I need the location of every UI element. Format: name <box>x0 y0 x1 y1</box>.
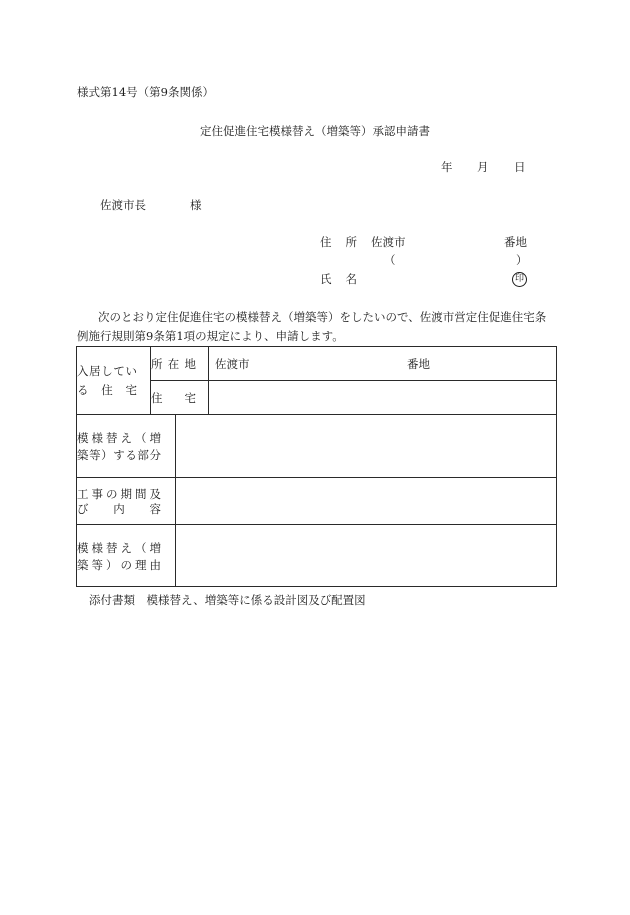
residence-label-cell <box>77 347 151 415</box>
body-text-line-2: 例施行規則第9条第1項の規定により、申請します。 <box>77 329 344 343</box>
remodel-part-label-line-2: 築等）する部分 <box>77 448 162 462</box>
residence-label-line-1: 入居してい <box>77 363 138 378</box>
residence-label-line-2: る住宅 <box>77 382 150 397</box>
date-year-label: 年 <box>441 160 453 174</box>
date-month-label: 月 <box>477 160 489 174</box>
remodel-reason-label-line-1: 模様替え（増 <box>77 541 164 555</box>
remodel-part-label-line-1: 模様替え（増 <box>77 431 164 445</box>
applicant-name-label: 氏名 <box>320 272 371 286</box>
remodel-reason-value-cell <box>176 525 557 587</box>
construction-period-label-line-1: 工事の期間及 <box>77 487 164 501</box>
construction-period-label-cell <box>77 478 186 525</box>
house-value-cell <box>209 381 557 415</box>
date-day-label: 日 <box>514 160 526 174</box>
form-number: 様式第14号（第9条関係） <box>77 85 214 99</box>
applicant-paren-open: （ <box>384 253 396 267</box>
attachments-note: 添付書類 模様替え、増築等に係る設計図及び配置図 <box>89 593 366 607</box>
applicant-paren-close: ） <box>516 253 528 267</box>
location-banchi: 番地 <box>407 356 430 371</box>
remodel-part-label-cell <box>77 415 176 478</box>
construction-period-label-line-2: び内容 <box>77 502 186 516</box>
applicant-address-label: 住所 <box>320 235 371 249</box>
addressee-honorific: 様 <box>190 198 202 212</box>
table-row <box>77 415 557 478</box>
location-label: 所在地 <box>151 356 202 371</box>
applicant-address-city: 佐渡市 <box>371 235 406 249</box>
body-text-line-1: 次のとおり定住促進住宅の模様替え（増築等）をしたいので、佐渡市営定住促進住宅条 <box>98 310 547 324</box>
location-label-cell <box>151 347 209 381</box>
addressee-name: 佐渡市長 <box>100 198 146 212</box>
remodel-reason-label-cell <box>77 525 176 587</box>
table-row <box>77 478 557 525</box>
location-value <box>209 357 556 371</box>
remodel-reason-label-line-2: 築等）の理由 <box>77 558 164 572</box>
remodel-part-value-cell <box>176 415 557 478</box>
applicant-address-banchi: 番地 <box>504 235 527 249</box>
residence-location-row <box>77 347 557 381</box>
table-row <box>77 525 557 587</box>
construction-period-value-cell <box>176 478 557 525</box>
location-city: 佐渡市 <box>215 356 250 371</box>
house-label-cell <box>151 381 218 415</box>
house-label: 住宅 <box>151 390 218 405</box>
seal-mark: 印 <box>512 272 527 287</box>
document-title: 定住促進住宅模様替え（増築等）承認申請書 <box>200 124 430 138</box>
application-table <box>76 346 557 587</box>
location-value-cell <box>209 347 557 381</box>
